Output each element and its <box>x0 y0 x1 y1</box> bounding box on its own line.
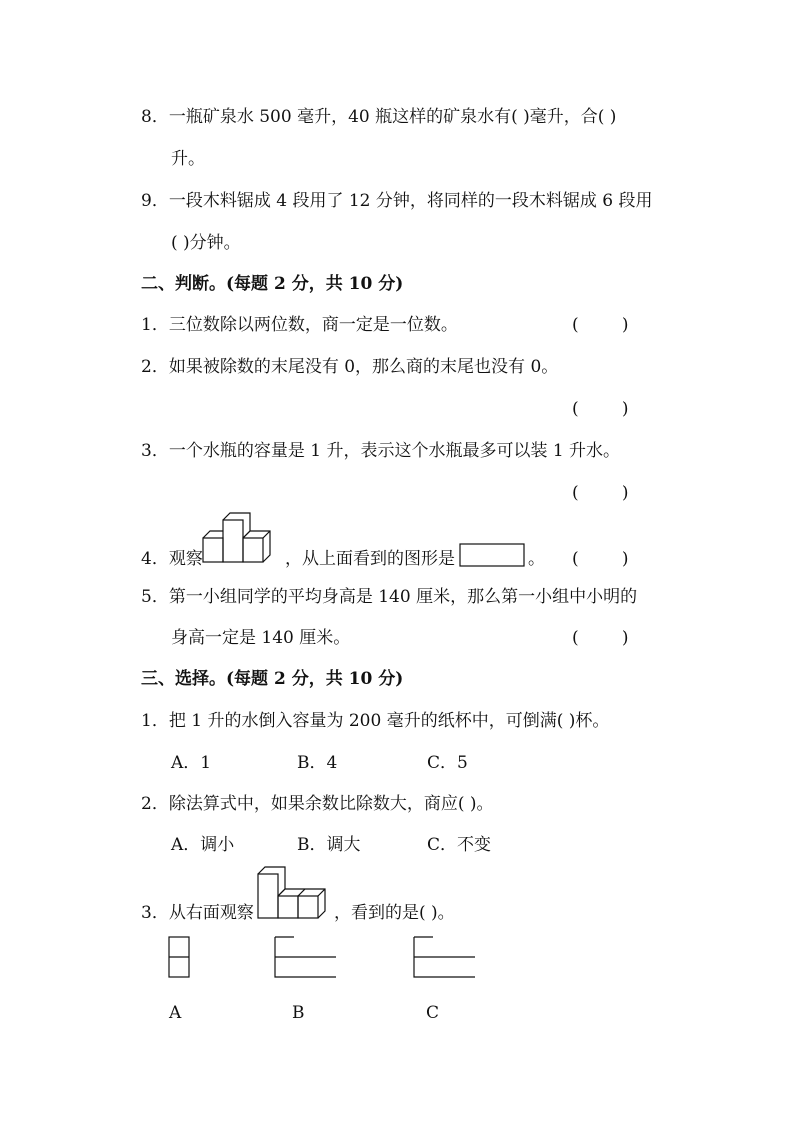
choice-q1-option-b[interactable]: B．4 <box>297 753 338 773</box>
judge-item-2: 2．如果被除数的末尾没有 0，那么商的末尾也没有 0。 <box>141 357 559 377</box>
choice-q3-label-a[interactable]: A <box>169 1003 182 1023</box>
option-a-figure <box>168 936 192 980</box>
choice-q2-option-a[interactable]: A．调小 <box>171 835 235 855</box>
judge-answer-4[interactable]: ( ) <box>572 549 629 569</box>
judge-answer-1[interactable]: ( ) <box>572 315 629 335</box>
choice-q3-before: 3．从右面观察 <box>141 903 254 923</box>
judge-item-1: 1．三位数除以两位数，商一定是一位数。 <box>141 315 458 335</box>
q8-line1: 8．一瓶矿泉水 500 毫升，40 瓶这样的矿泉水有( )毫升，合( ) <box>141 107 617 127</box>
top-view-rectangle <box>460 542 526 568</box>
choice-q2-option-c[interactable]: C．不变 <box>427 835 492 855</box>
choice-q1-option-c[interactable]: C．5 <box>427 753 468 773</box>
q9-line1: 9．一段木料锯成 4 段用了 12 分钟，将同样的一段木料锯成 6 段用 <box>141 191 653 211</box>
judge-answer-3[interactable]: ( ) <box>572 483 629 503</box>
judge-item-4-after: ，从上面看到的图形是 <box>285 549 455 569</box>
q9-line2: ( )分钟。 <box>171 233 241 253</box>
option-c-figure <box>413 936 479 980</box>
choice-q2: 2．除法算式中，如果余数比除数大，商应( )。 <box>141 794 494 814</box>
judge-item-5-line1: 5．第一小组同学的平均身高是 140 厘米，那么第一小组中小明的 <box>141 587 638 607</box>
judge-item-4-end: 。 <box>528 549 545 569</box>
judge-item-4-before: 4．观察 <box>141 549 203 569</box>
option-b-figure <box>274 936 340 980</box>
choice-q3-label-c[interactable]: C <box>426 1003 440 1023</box>
choice-q3-label-b[interactable]: B <box>292 1003 305 1023</box>
choice-q3-after: ，看到的是( )。 <box>334 903 455 923</box>
judge-answer-5[interactable]: ( ) <box>572 628 629 648</box>
judge-item-3: 3．一个水瓶的容量是 1 升，表示这个水瓶最多可以装 1 升水。 <box>141 441 621 461</box>
choice-q1-option-a[interactable]: A．1 <box>171 753 212 773</box>
choice-q1: 1．把 1 升的水倒入容量为 200 毫升的纸杯中，可倒满( )杯。 <box>141 711 610 731</box>
section3-title: 三、选择。(每题 2 分，共 10 分) <box>141 669 404 689</box>
section2-title: 二、判断。(每题 2 分，共 10 分) <box>141 274 404 294</box>
q8-line2: 升。 <box>171 149 205 169</box>
choice-q2-option-b[interactable]: B．调大 <box>297 835 361 855</box>
cube-stack-figure-2 <box>258 866 332 920</box>
cube-stack-figure-1 <box>203 512 275 564</box>
judge-answer-2[interactable]: ( ) <box>572 399 629 419</box>
judge-item-5-line2: 身高一定是 140 厘米。 <box>171 628 351 648</box>
